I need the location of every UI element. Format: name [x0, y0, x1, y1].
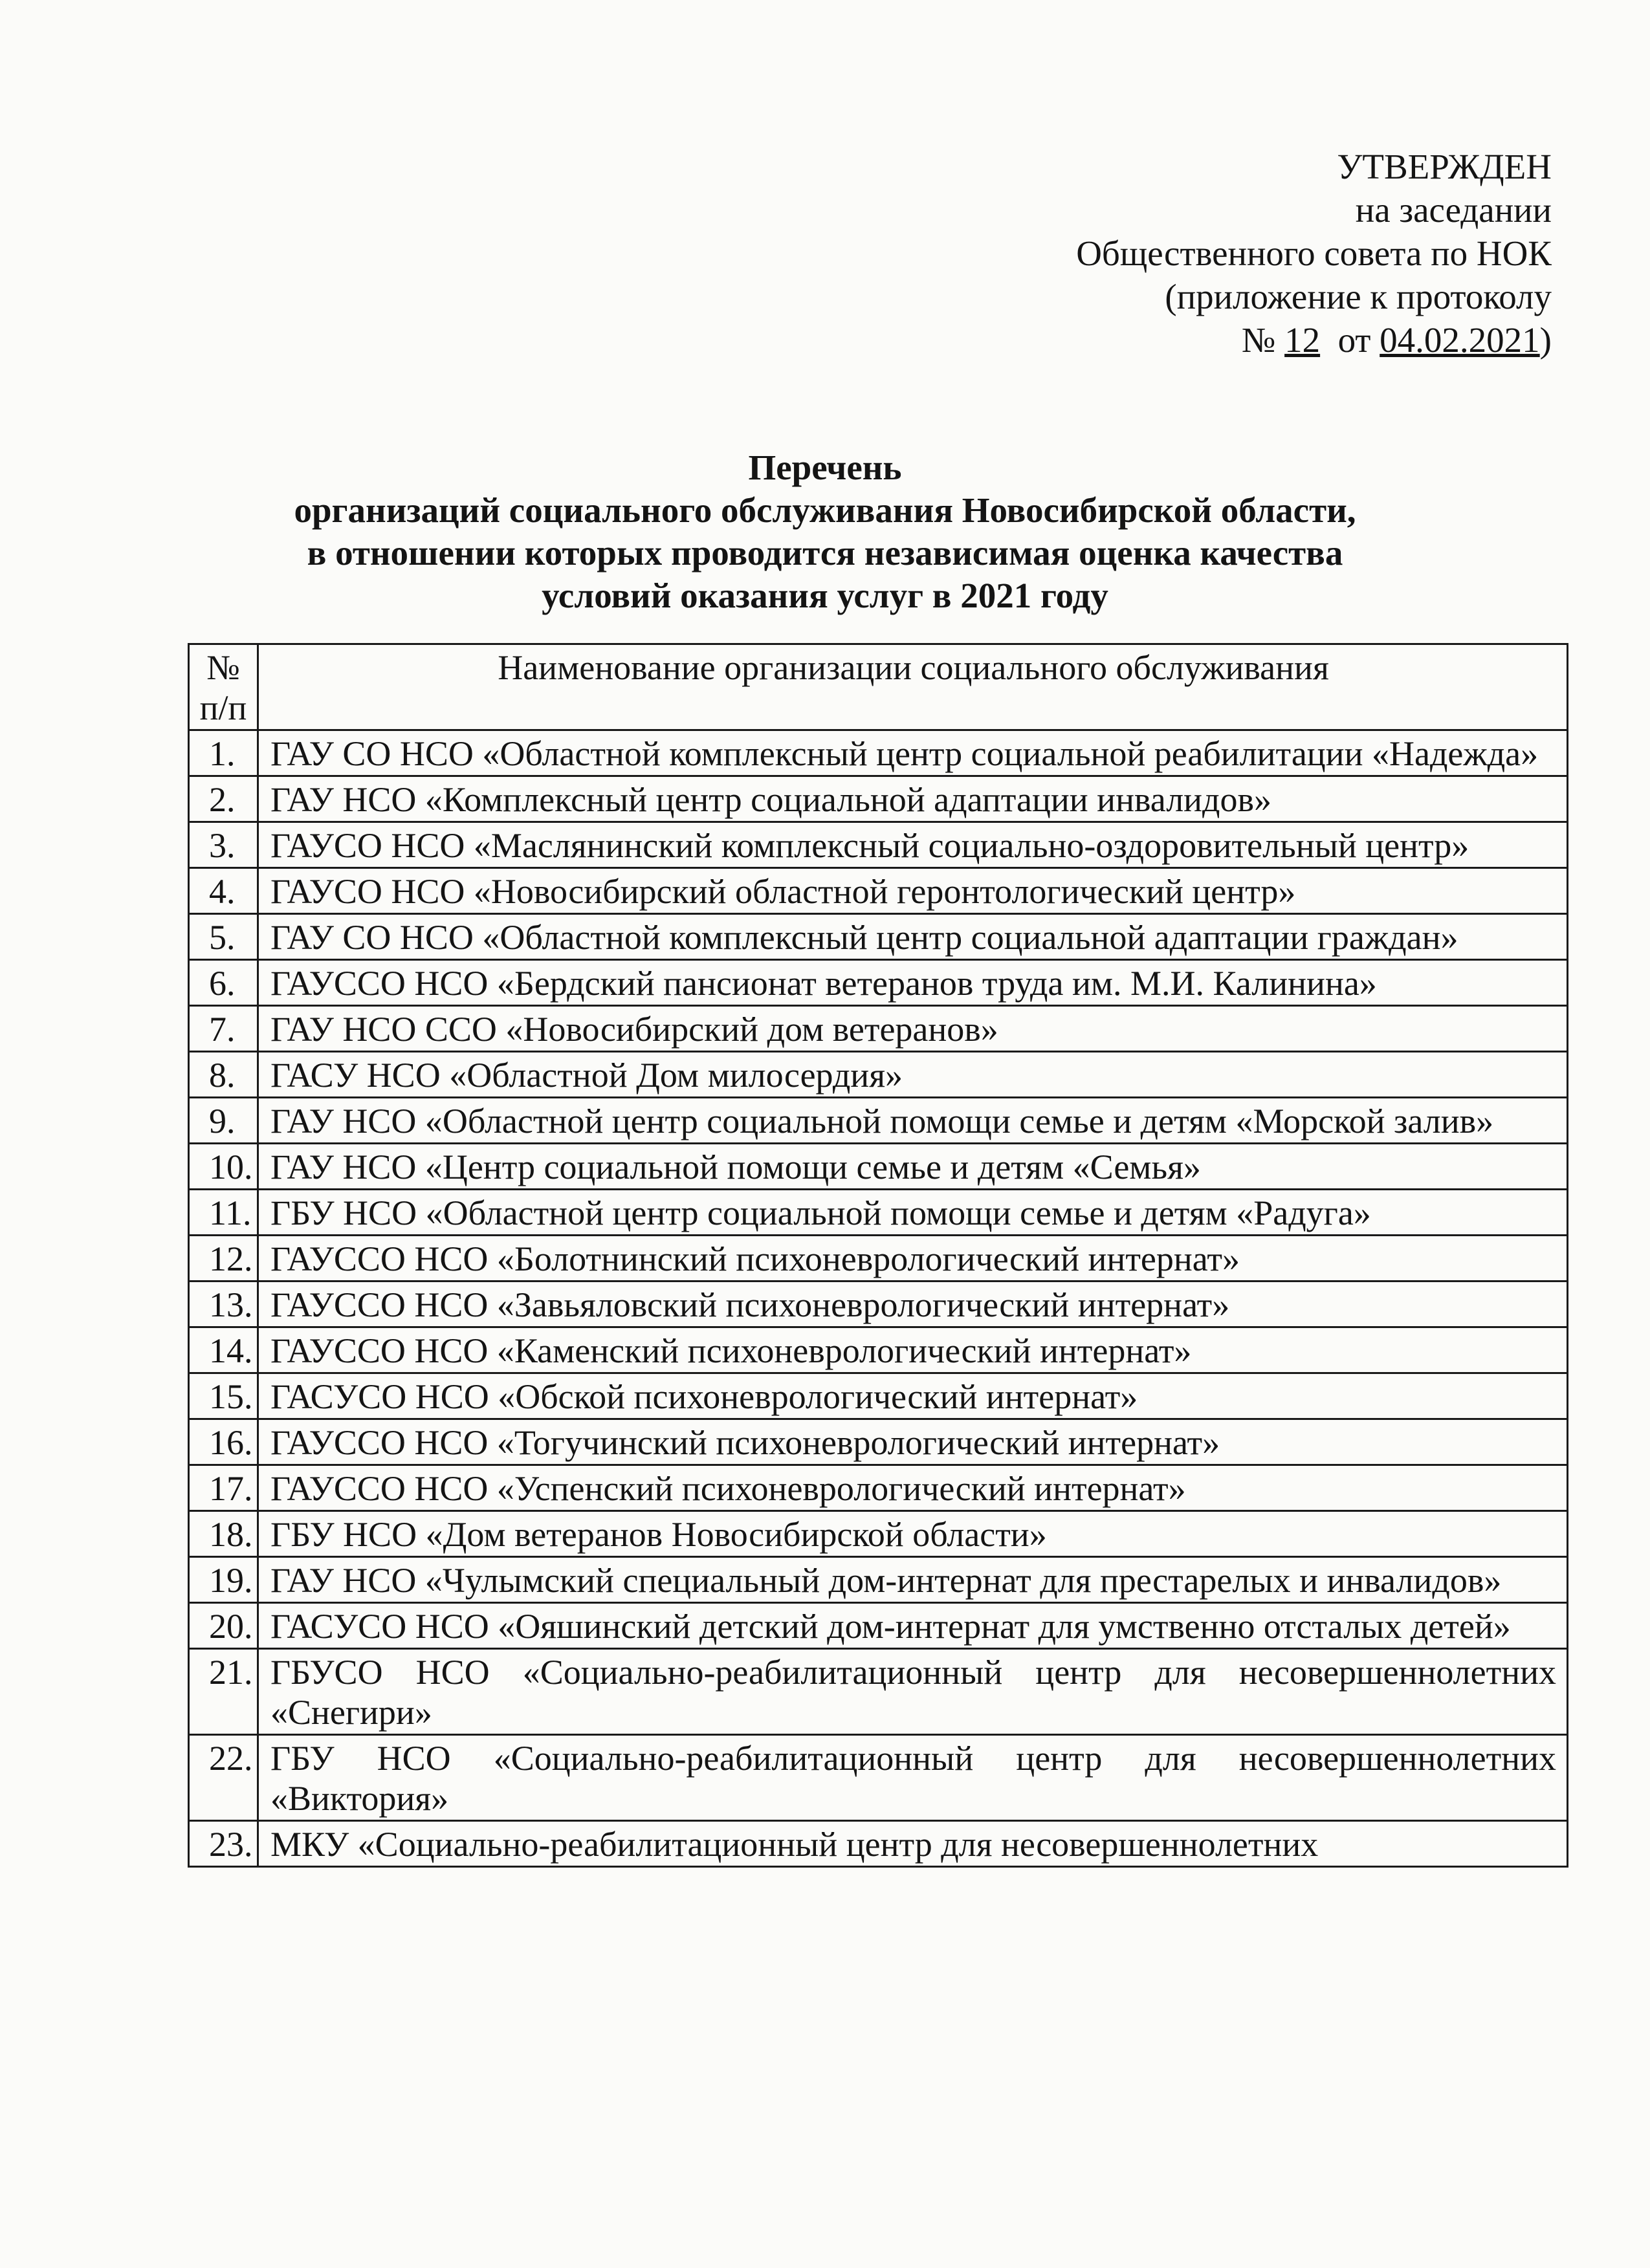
table-row [189, 1649, 1568, 1735]
organization-name: МКУ «Социально-реабилитационный центр для несовершеннолетних [258, 1821, 1568, 1867]
organization-name: ГАУ НСО «Чулымский специальный дом-интернат для престарелых и инвалидов» [258, 1557, 1568, 1603]
table-row [189, 1735, 1568, 1821]
table-row [189, 822, 1568, 868]
organization-name: ГАУСО НСО «Новосибирский областной геронтологический центр» [258, 868, 1568, 914]
organization-name: ГАСУСО НСО «Обской психоневрологический интернат» [258, 1373, 1568, 1419]
row-number: 12. [189, 1236, 258, 1281]
approval-block [1076, 145, 1552, 362]
table-row [189, 1281, 1568, 1327]
approval-line: Общественного совета по НОК [1076, 234, 1552, 273]
row-number: 10. [189, 1144, 258, 1190]
table-row [189, 914, 1568, 960]
table-row [189, 960, 1568, 1006]
organization-name: ГАУ НСО ССО «Новосибирский дом ветеранов» [258, 1006, 1568, 1052]
column-header-number: № п/п [189, 644, 258, 730]
title-line: организаций социального обслуживания Новосибирской области, [294, 490, 1356, 530]
table-row [189, 1327, 1568, 1373]
approval-heading: УТВЕРЖДЕН [1337, 147, 1552, 186]
table-row [189, 1144, 1568, 1190]
row-number: 23. [189, 1821, 258, 1867]
table-row [189, 1052, 1568, 1098]
table-row [189, 1511, 1568, 1557]
organization-name: ГАУССО НСО «Каменский психоневрологический интернат» [258, 1327, 1568, 1373]
organization-name: ГАУССО НСО «Болотнинский психоневрологический интернат» [258, 1236, 1568, 1281]
table-row [189, 1236, 1568, 1281]
row-number: 11. [189, 1190, 258, 1236]
approval-line: (приложение к протоколу [1165, 277, 1552, 316]
row-number: 4. [189, 868, 258, 914]
title-line: в отношении которых проводится независимая оценка качества [307, 533, 1343, 572]
table-row [189, 1419, 1568, 1465]
document-title [0, 446, 1650, 617]
organization-name: ГАСУ НСО «Областной Дом милосердия» [258, 1052, 1568, 1098]
row-number: 16. [189, 1419, 258, 1465]
column-header-name: Наименование организации социального обслуживания [258, 644, 1568, 730]
organization-name: ГАУСО НСО «Маслянинский комплексный социально-оздоровительный центр» [258, 822, 1568, 868]
organization-name: ГАУ НСО «Областной центр социальной помощи семье и детям «Морской залив» [258, 1098, 1568, 1144]
table-row [189, 1465, 1568, 1511]
organization-name: ГБУ НСО «Областной центр социальной помощи семье и детям «Радуга» [258, 1190, 1568, 1236]
organization-name: ГАУССО НСО «Тогучинский психоневрологический интернат» [258, 1419, 1568, 1465]
table-header-row [189, 644, 1568, 730]
row-number: 2. [189, 776, 258, 822]
row-number: 14. [189, 1327, 258, 1373]
organization-name: ГАУССО НСО «Успенский психоневрологический интернат» [258, 1465, 1568, 1511]
protocol-date: 04.02.2021 [1380, 320, 1540, 360]
protocol-number: 12 [1284, 320, 1321, 360]
protocol-close-paren: ) [1539, 320, 1552, 360]
row-number: 3. [189, 822, 258, 868]
organization-name: ГБУ НСО «Дом ветеранов Новосибирской области» [258, 1511, 1568, 1557]
protocol-date-label: от [1337, 320, 1371, 360]
row-number: 20. [189, 1603, 258, 1649]
title-line: условий оказания услуг в 2021 году [542, 576, 1108, 615]
row-number: 1. [189, 730, 258, 776]
organization-name: ГАУ СО НСО «Областной комплексный центр социальной реабилитации «Надежда» [258, 730, 1568, 776]
row-number: 6. [189, 960, 258, 1006]
row-number: 22. [189, 1735, 258, 1821]
protocol-number-label: № [1241, 320, 1276, 360]
organization-name: ГАУ НСО «Комплексный центр социальной адаптации инвалидов» [258, 776, 1568, 822]
row-number: 9. [189, 1098, 258, 1144]
row-number: 8. [189, 1052, 258, 1098]
table-row [189, 1190, 1568, 1236]
row-number: 19. [189, 1557, 258, 1603]
organization-name: ГБУ НСО «Социально-реабилитационный центр для несовершеннолетних «Виктория» [258, 1735, 1568, 1821]
row-number: 18. [189, 1511, 258, 1557]
table-row [189, 1821, 1568, 1867]
row-number: 17. [189, 1465, 258, 1511]
organizations-table [188, 643, 1568, 1868]
row-number: 21. [189, 1649, 258, 1735]
organization-name: ГАУССО НСО «Завьяловский психоневрологический интернат» [258, 1281, 1568, 1327]
organization-name: ГАУ НСО «Центр социальной помощи семье и детям «Семья» [258, 1144, 1568, 1190]
title-line: Перечень [748, 448, 902, 487]
table-row [189, 1006, 1568, 1052]
table-row [189, 776, 1568, 822]
table-row [189, 1603, 1568, 1649]
row-number: 13. [189, 1281, 258, 1327]
approval-line: на заседании [1355, 190, 1552, 230]
organization-name: ГАУ СО НСО «Областной комплексный центр социальной адаптации граждан» [258, 914, 1568, 960]
table-row [189, 1373, 1568, 1419]
table-row [189, 1557, 1568, 1603]
row-number: 15. [189, 1373, 258, 1419]
organization-name: ГАУССО НСО «Бердский пансионат ветеранов труда им. М.И. Калинина» [258, 960, 1568, 1006]
organization-name: ГБУСО НСО «Социально-реабилитационный центр для несовершеннолетних «Снегири» [258, 1649, 1568, 1735]
row-number: 7. [189, 1006, 258, 1052]
table-row [189, 1098, 1568, 1144]
table-row [189, 730, 1568, 776]
row-number: 5. [189, 914, 258, 960]
organization-name: ГАСУСО НСО «Ояшинский детский дом-интернат для умственно отсталых детей» [258, 1603, 1568, 1649]
table-row [189, 868, 1568, 914]
protocol-reference [1076, 318, 1552, 362]
